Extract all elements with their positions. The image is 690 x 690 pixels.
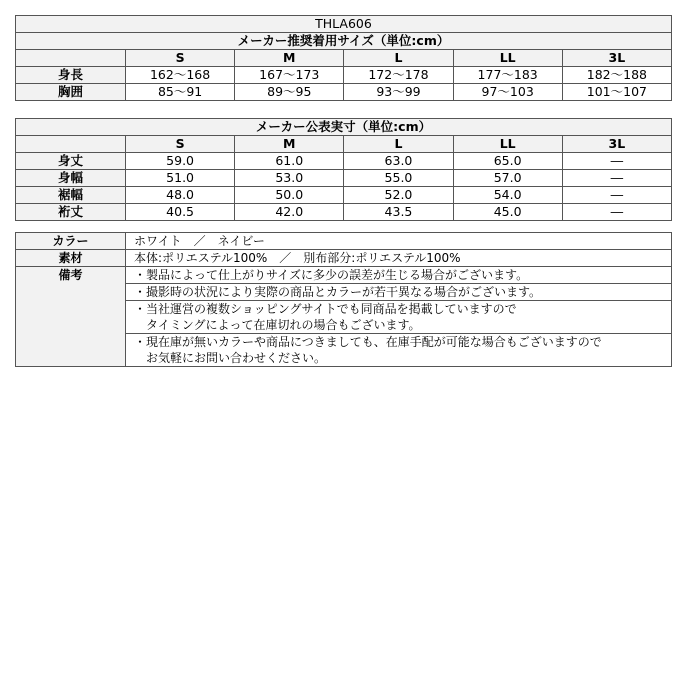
table-cell: 172～178 xyxy=(344,67,453,84)
material-label: 素材 xyxy=(16,250,126,267)
note-cell xyxy=(126,301,672,334)
size-header: S xyxy=(126,136,235,153)
table-cell: 54.0 xyxy=(453,187,562,204)
table-row xyxy=(16,67,672,84)
size-header: 3L xyxy=(562,136,671,153)
table-cell: 101～107 xyxy=(562,84,671,101)
size-header-row xyxy=(16,50,672,67)
table-cell: 45.0 xyxy=(453,204,562,221)
color-row xyxy=(16,233,672,250)
table-cell: ― xyxy=(562,153,671,170)
table-cell: 43.5 xyxy=(344,204,453,221)
note-line: タイミングによって在庫切れの場合もございます。 xyxy=(134,318,421,332)
table-cell: 63.0 xyxy=(344,153,453,170)
color-value: ホワイト ／ ネイビー xyxy=(126,233,672,250)
table-cell: ― xyxy=(562,187,671,204)
note-line: ・撮影時の状況により実際の商品とカラーが若干異なる場合がございます。 xyxy=(126,284,672,301)
row-label: 裾幅 xyxy=(16,187,126,204)
row-label: 身幅 xyxy=(16,170,126,187)
table-cell: 61.0 xyxy=(235,153,344,170)
table-cell: 51.0 xyxy=(126,170,235,187)
row-label: 身丈 xyxy=(16,153,126,170)
size-header: 3L xyxy=(562,50,671,67)
table-cell: 182～188 xyxy=(562,67,671,84)
notes-label: 備考 xyxy=(16,267,126,367)
size-header: M xyxy=(235,50,344,67)
table-cell: 93～99 xyxy=(344,84,453,101)
note-line: ・当社運営の複数ショッピングサイトでも同商品を掲載していますので xyxy=(134,302,517,316)
size-header: M xyxy=(235,136,344,153)
size-header: S xyxy=(126,50,235,67)
table-cell: 59.0 xyxy=(126,153,235,170)
table-cell: 55.0 xyxy=(344,170,453,187)
size-header: LL xyxy=(453,136,562,153)
note-cell xyxy=(126,334,672,367)
measurement-title: メーカー公表実寸（単位:cm） xyxy=(16,119,672,136)
table-cell: 53.0 xyxy=(235,170,344,187)
table-cell: 65.0 xyxy=(453,153,562,170)
table-cell: 50.0 xyxy=(235,187,344,204)
table-row xyxy=(16,170,672,187)
corner-cell xyxy=(16,50,126,67)
table-cell: 42.0 xyxy=(235,204,344,221)
table-row xyxy=(16,153,672,170)
table-cell: 177～183 xyxy=(453,67,562,84)
table-cell: 89～95 xyxy=(235,84,344,101)
table-cell: ― xyxy=(562,204,671,221)
recommended-size-table xyxy=(15,15,672,101)
color-label: カラー xyxy=(16,233,126,250)
table-cell: 85～91 xyxy=(126,84,235,101)
note-line: ・現在庫が無いカラーや商品につきましても、在庫手配が可能な場合もございますので xyxy=(134,335,602,349)
table-cell: 40.5 xyxy=(126,204,235,221)
table-cell: 57.0 xyxy=(453,170,562,187)
row-label: 身長 xyxy=(16,67,126,84)
table-cell: 52.0 xyxy=(344,187,453,204)
table-cell: 48.0 xyxy=(126,187,235,204)
size-header-row xyxy=(16,136,672,153)
size-header: L xyxy=(344,136,453,153)
table-cell: 167～173 xyxy=(235,67,344,84)
table-cell: ― xyxy=(562,170,671,187)
table-row xyxy=(16,84,672,101)
table-row xyxy=(16,187,672,204)
size-header: LL xyxy=(453,50,562,67)
note-line: お気軽にお問い合わせください。 xyxy=(134,351,327,365)
notes-row xyxy=(16,267,672,284)
note-line: ・製品によって仕上がりサイズに多少の誤差が生じる場合がございます。 xyxy=(126,267,672,284)
table-cell: 97～103 xyxy=(453,84,562,101)
row-label: 胸囲 xyxy=(16,84,126,101)
material-value: 本体:ポリエステル100% ／ 別布部分:ポリエステル100% xyxy=(126,250,672,267)
product-code: THLA606 xyxy=(16,16,672,33)
material-row xyxy=(16,250,672,267)
corner-cell xyxy=(16,136,126,153)
row-label: 裄丈 xyxy=(16,204,126,221)
size-header: L xyxy=(344,50,453,67)
table-cell: 162～168 xyxy=(126,67,235,84)
measurement-table xyxy=(15,118,672,221)
product-info-table xyxy=(15,232,672,367)
recommended-size-title: メーカー推奨着用サイズ（単位:cm） xyxy=(16,33,672,50)
table-row xyxy=(16,204,672,221)
